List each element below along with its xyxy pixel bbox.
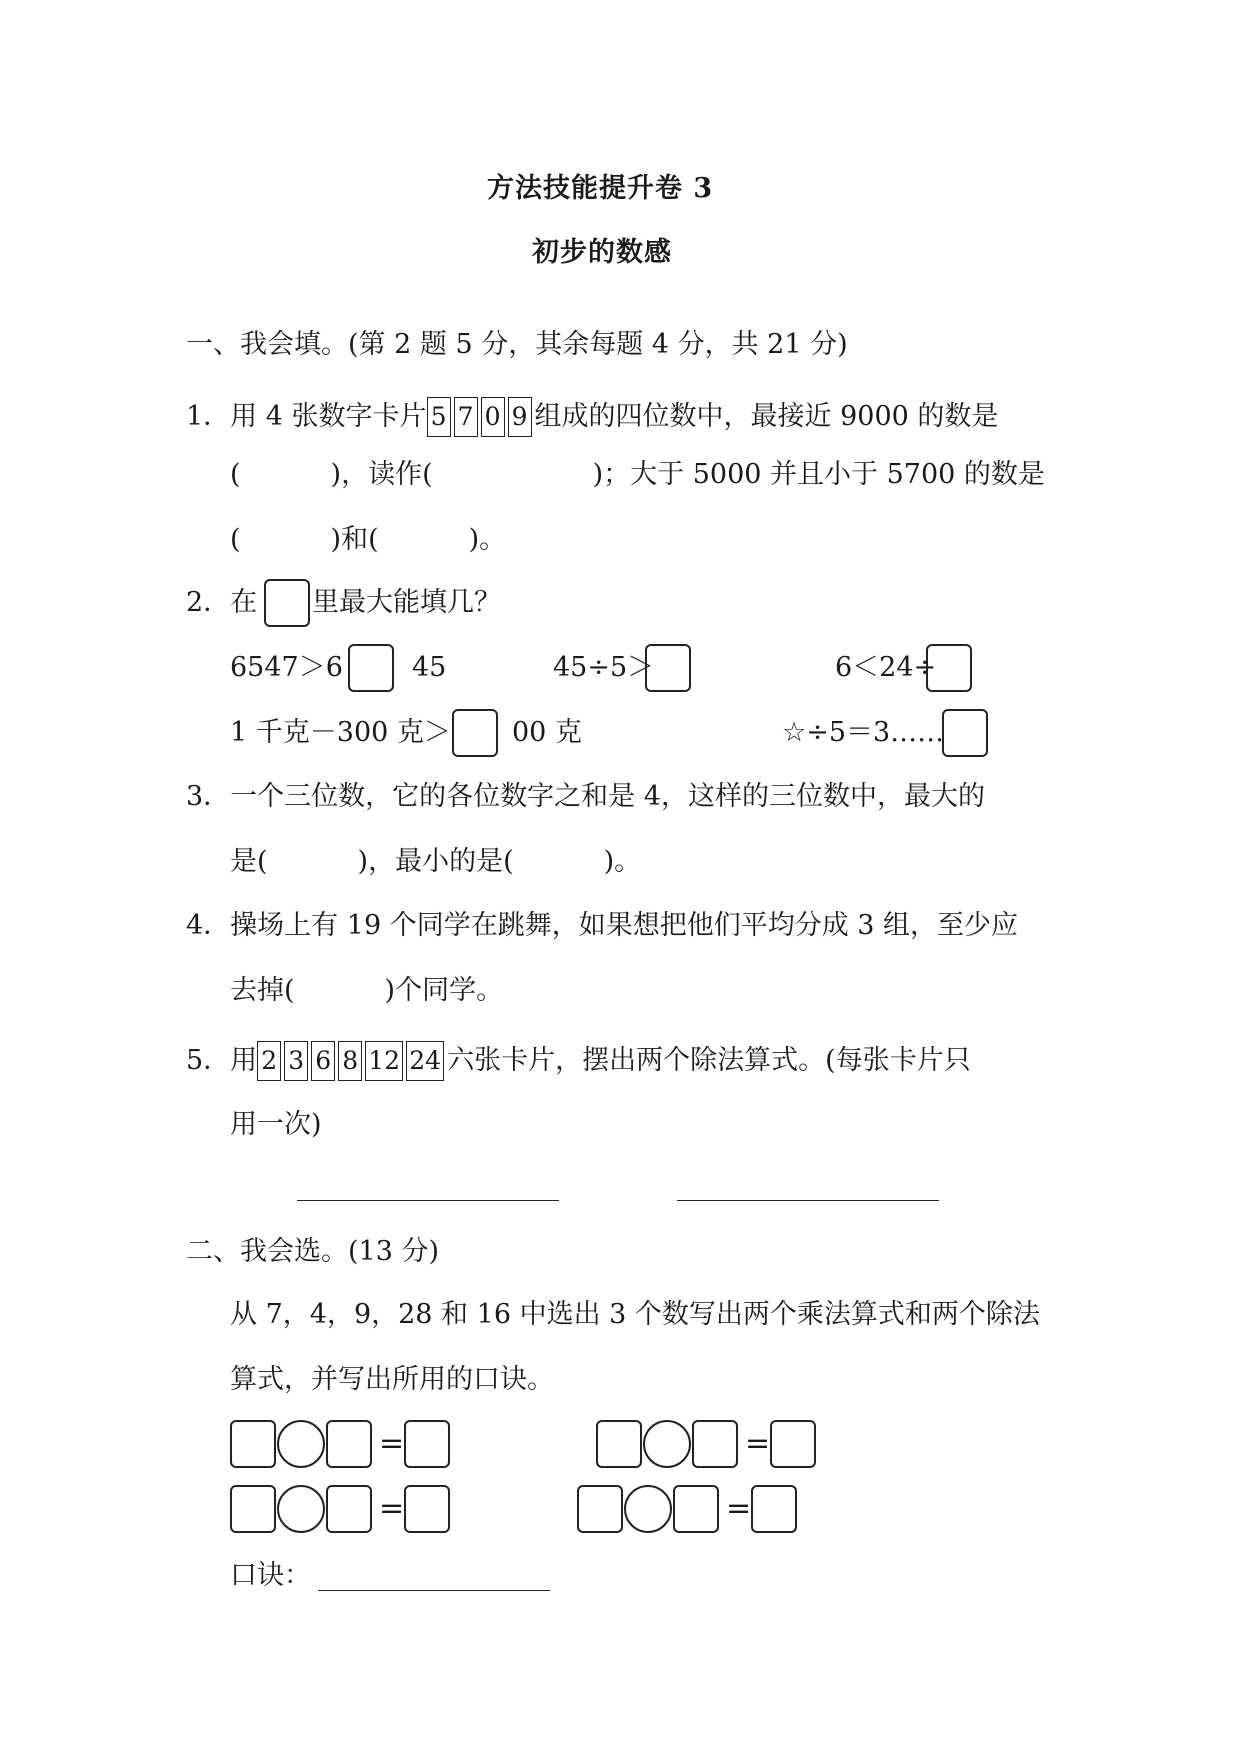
- q3-line2: [230, 842, 641, 882]
- q3-min-label: )，最小的是(: [357, 846, 514, 877]
- q2-expr4-right: 00 克: [512, 717, 582, 748]
- q5-line1: [186, 1041, 971, 1081]
- digit-card: 7: [454, 397, 478, 437]
- q2-suffix: 里最大能填几？: [312, 587, 501, 618]
- q4-line2: [230, 971, 503, 1011]
- q2-answer-box[interactable]: [926, 644, 972, 692]
- number-card: 12: [365, 1041, 403, 1081]
- equals-sign: =: [745, 1426, 771, 1461]
- q1-and-text: )和(: [330, 524, 379, 555]
- q2-sample-box: [264, 579, 310, 627]
- q2-answer-box[interactable]: [645, 644, 691, 692]
- q1-line1: [186, 397, 998, 437]
- equation-box[interactable]: [692, 1420, 738, 1468]
- q2-expr1-left: 6547＞6: [230, 652, 343, 683]
- q2-expr2: 45÷5＞: [553, 652, 655, 683]
- paren-open: (: [230, 524, 241, 555]
- q2-expr4-left: 1 千克－300 克＞: [230, 717, 451, 748]
- q5-prefix: 5．用: [186, 1045, 258, 1076]
- page-title: 方法技能提升卷 3: [487, 173, 714, 204]
- q3-max-label: 是(: [230, 846, 268, 877]
- number-card: 3: [284, 1041, 308, 1081]
- equals-sign: =: [726, 1491, 752, 1526]
- equation-box[interactable]: [230, 1420, 276, 1468]
- equation-box[interactable]: [230, 1485, 276, 1533]
- equation-box[interactable]: [326, 1420, 372, 1468]
- q2-expr3: 6＜24÷: [835, 652, 937, 683]
- operator-circle[interactable]: [624, 1485, 672, 1533]
- q1-prefix: 1．用 4 张数字卡片: [186, 401, 427, 432]
- q1-line3: [230, 520, 506, 560]
- section2-line1: 从 7，4，9，28 和 16 中选出 3 个数写出两个乘法算式和两个除法: [230, 1299, 1040, 1330]
- q1-range-text: )；大于 5000 并且小于 5700 的数是: [592, 459, 1045, 490]
- number-card: 6: [311, 1041, 335, 1081]
- equation-box[interactable]: [326, 1485, 372, 1533]
- q1-line2: [230, 455, 1045, 495]
- equation-box[interactable]: [404, 1485, 450, 1533]
- operator-circle[interactable]: [277, 1420, 325, 1468]
- equation-box[interactable]: [596, 1420, 642, 1468]
- equation-box[interactable]: [770, 1420, 816, 1468]
- paren-open: (: [230, 459, 241, 490]
- q5-line2: 用一次): [230, 1109, 322, 1140]
- section2-heading: 二、我会选。(13 分): [186, 1236, 440, 1267]
- q2-answer-box[interactable]: [348, 644, 394, 692]
- page-subtitle: 初步的数感: [532, 237, 672, 268]
- q2-expr5: ☆÷5＝3……: [782, 717, 945, 748]
- q3-line1: 3．一个三位数，它的各位数字之和是 4，这样的三位数中，最大的: [186, 781, 985, 812]
- digit-card: 0: [481, 397, 505, 437]
- section2-line2: 算式，并写出所用的口诀。: [230, 1364, 554, 1395]
- q2-answer-box[interactable]: [452, 709, 498, 757]
- number-card: 8: [338, 1041, 362, 1081]
- equation-box[interactable]: [404, 1420, 450, 1468]
- q5-answer-line[interactable]: [297, 1200, 559, 1201]
- paren-close: )。: [603, 846, 642, 877]
- q2-prefix: 2．在: [186, 587, 258, 618]
- digit-card: 9: [508, 397, 532, 437]
- q5-answer-line[interactable]: [677, 1200, 939, 1201]
- section1-heading: 一、我会填。(第 2 题 5 分，其余每题 4 分，共 21 分): [186, 329, 848, 360]
- q2-answer-box[interactable]: [942, 709, 988, 757]
- q1-suffix: 组成的四位数中，最接近 9000 的数是: [534, 401, 999, 432]
- q4-line1: 4．操场上有 19 个同学在跳舞，如果想把他们平均分成 3 组，至少应: [186, 910, 1019, 941]
- equation-box[interactable]: [673, 1485, 719, 1533]
- digit-card: 5: [427, 397, 451, 437]
- operator-circle[interactable]: [277, 1485, 325, 1533]
- q2-expr1-right: 45: [412, 652, 447, 683]
- koujue-answer-line[interactable]: [318, 1590, 550, 1591]
- q4-remove-label: 去掉(: [230, 975, 295, 1006]
- paren-close: )。: [468, 524, 507, 555]
- equation-box[interactable]: [577, 1485, 623, 1533]
- equation-box[interactable]: [751, 1485, 797, 1533]
- operator-circle[interactable]: [643, 1420, 691, 1468]
- q4-suffix: )个同学。: [384, 975, 504, 1006]
- equals-sign: =: [379, 1491, 405, 1526]
- q5-suffix: 六张卡片，摆出两个除法算式。(每张卡片只: [447, 1045, 971, 1076]
- number-card: 2: [257, 1041, 281, 1081]
- koujue-label: 口诀：: [230, 1560, 311, 1591]
- q1-read-label: )，读作(: [330, 459, 433, 490]
- equals-sign: =: [379, 1426, 405, 1461]
- number-card: 24: [406, 1041, 444, 1081]
